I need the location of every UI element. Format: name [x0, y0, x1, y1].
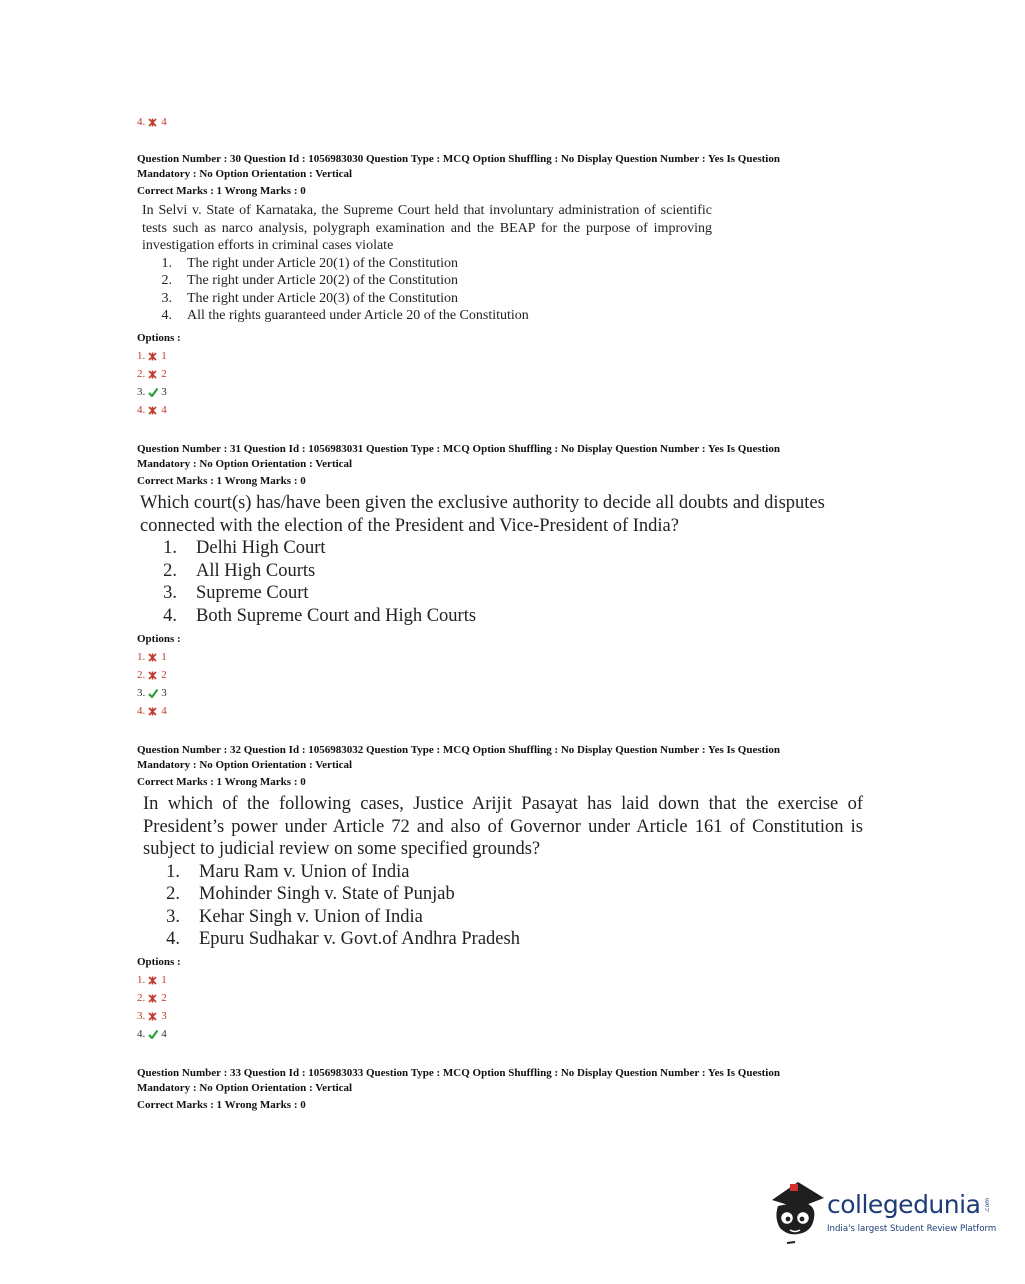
choice-item: 2. The right under Article 20(2) of the Constitution	[161, 273, 459, 288]
option-row: 1. 1	[137, 350, 167, 362]
choice-item: 4. All the rights guaranteed under Article 20 of the Constitution	[161, 308, 529, 323]
option-row: 1. 1	[137, 974, 167, 986]
cross-icon	[148, 1012, 157, 1021]
question-30-meta: Question Number : 30 Question Id : 1056983030 Question Type : MCQ Option Shuffling : No Display Question Number : Yes Is Question Mandatory : No Option Orientation : Vertical Correct Marks : 1 Wrong Marks : 0	[137, 153, 780, 197]
collegedunia-logo: collegedunia .com India's largest Student Review Platform	[768, 1178, 993, 1248]
option-row: 3. 3	[137, 386, 167, 398]
prev-question-options	[137, 113, 167, 131]
cross-icon	[148, 406, 157, 415]
question-32-meta: Question Number : 32 Question Id : 1056983032 Question Type : MCQ Option Shuffling : No Display Question Number : Yes Is Question Mandatory : No Option Orientation : Vertical Correct Marks : 1 Wrong Marks : 0	[137, 744, 780, 788]
choice-item: 1. Delhi High Court	[163, 538, 326, 558]
question-32-choices	[143, 861, 863, 951]
choice-item: 1. The right under Article 20(1) of the Constitution	[161, 255, 459, 271]
choice-item: 3. Kehar Singh v. Union of India	[166, 906, 423, 927]
mascot-icon	[768, 1178, 826, 1248]
cross-icon	[148, 707, 157, 716]
check-icon	[148, 1030, 157, 1039]
question-32-options	[137, 971, 167, 1043]
question-33-meta: Question Number : 33 Question Id : 1056983033 Question Type : MCQ Option Shuffling : No Display Question Number : Yes Is Question Mandatory : No Option Orientation : Vertical Correct Marks : 1 Wrong Marks : 0	[137, 1067, 780, 1111]
choice-item: 3. The right under Article 20(3) of the Constitution	[161, 290, 459, 306]
choice-item: 3. Supreme Court	[163, 583, 309, 603]
cross-icon	[148, 671, 157, 680]
question-30-body: In Selvi v. State of Karnataka, the Supreme Court held that involuntary administration of scientific tests such as narco analysis, polygraph examination and the BEAP for the purpose of improving investigation efforts in criminal cases violate 1. The right under Article 20(1) of the Constitution 2. The right under Article 20(2) of the Constitution 3. The right under Article 20(3) of the Constitution 4. All the rights guaranteed under Article 20 of the Constitution	[142, 203, 712, 323]
option-row: 2. 2	[137, 992, 167, 1004]
question-31-meta: Question Number : 31 Question Id : 1056983031 Question Type : MCQ Option Shuffling : No Display Question Number : Yes Is Question Mandatory : No Option Orientation : Vertical Correct Marks : 1 Wrong Marks : 0	[137, 443, 780, 487]
choice-item: 4. Both Supreme Court and High Courts	[163, 605, 477, 626]
cross-icon	[148, 352, 157, 361]
option-row: 3. 3	[137, 687, 167, 699]
option-row: 2. 2	[137, 669, 167, 681]
choice-item: 2. Mohinder Singh v. State of Punjab	[166, 884, 455, 904]
options-label: Options :	[137, 633, 181, 645]
option-row: 4. 4	[137, 1028, 167, 1040]
question-30-options	[137, 347, 167, 419]
option-row: 3. 3	[137, 1010, 167, 1022]
cross-icon	[148, 976, 157, 985]
options-label: Options :	[137, 332, 181, 344]
check-icon	[148, 689, 157, 698]
choice-item: 4. Epuru Sudhakar v. Govt.of Andhra Pradesh	[166, 929, 520, 949]
question-32-body: In which of the following cases, Justice Arijit Pasayat has laid down that the exercise of President’s power under Article 72 and also of Governor under Article 161 of Constitution is subject to judicial review on some specified grounds? 1. Maru Ram v. Union of India 2. Mohinder Singh v. State of Punjab 3. Kehar Singh v. Union of India 4. Epuru Sudhakar v. Govt.of Andhra Pradesh	[143, 794, 863, 949]
question-31-choices	[140, 537, 860, 627]
cross-icon	[148, 118, 157, 127]
option-row: 1. 1	[137, 651, 167, 663]
options-label: Options :	[137, 956, 181, 968]
check-icon	[148, 388, 157, 397]
choice-item: 1. Maru Ram v. Union of India	[166, 861, 410, 882]
cross-icon	[148, 994, 157, 1003]
question-31-body: Which court(s) has/have been given the exclusive authority to decide all doubts and disputes connected with the election of the President and Vice-President of India? 1. Delhi High Court 2. All High Courts 3. Supreme Court 4. Both Supreme Court and High Courts	[140, 492, 860, 627]
option-row: 2. 2	[137, 368, 167, 380]
question-31-options	[137, 648, 167, 720]
cross-icon	[148, 653, 157, 662]
option-row: 4. 4	[137, 116, 167, 128]
choice-item: 2. All High Courts	[163, 560, 316, 581]
question-30-choices	[142, 255, 712, 325]
option-row: 4. 4	[137, 705, 167, 717]
cross-icon	[148, 370, 157, 379]
option-row: 4. 4	[137, 404, 167, 416]
